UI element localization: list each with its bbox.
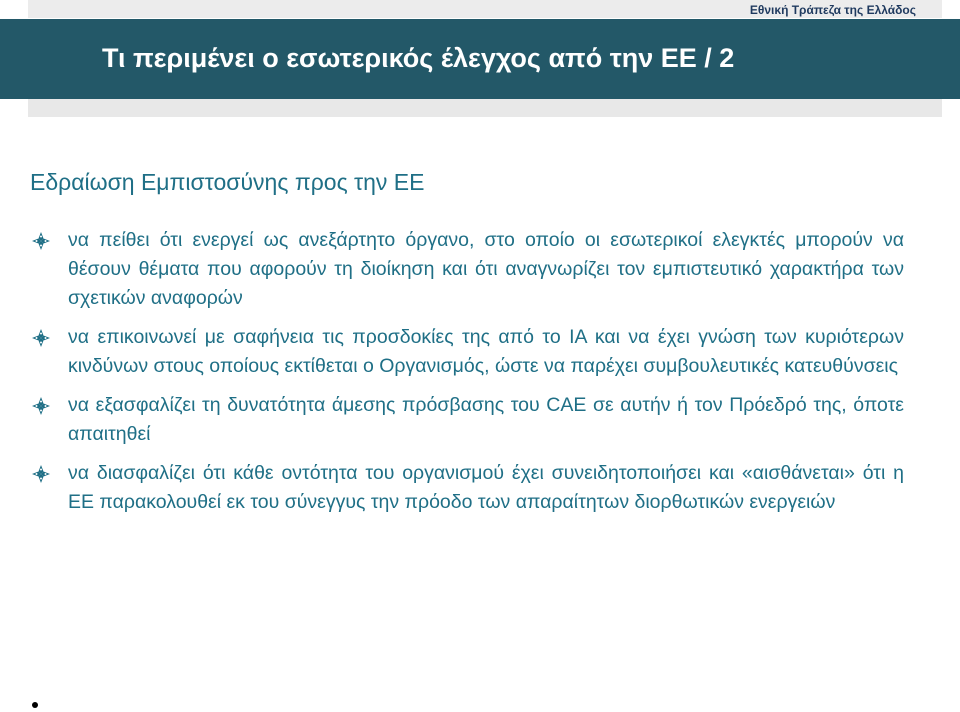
diamond-bullet-icon [31, 396, 51, 416]
organization-label: Εθνική Τράπεζα της Ελλάδος [749, 3, 916, 17]
diamond-bullet-icon [31, 464, 51, 484]
bullet-text: να εξασφαλίζει τη δυνατότητα άμεσης πρόσβασης του CAE σε αυτήν ή τον Πρόεδρό της, όποτε απαιτηθεί [68, 394, 904, 445]
diamond-bullet-icon [31, 231, 51, 251]
page-title: Τι περιμένει ο εσωτερικός έλεγχος από την ΕΕ / 2 [102, 43, 735, 73]
diamond-bullet-icon [31, 328, 51, 348]
title-shadow-band [28, 99, 942, 117]
bullet-text: να επικοινωνεί με σαφήνεια τις προσδοκίες της από το ΙΑ και να έχει γνώση των κυριότερων κινδύνων στους οποίους εκτίθεται ο Οργανισμός, ώστε να παρέχει συμβουλευτικές κατευθύνσεις [68, 326, 904, 377]
bullet-text: να πείθει ότι ενεργεί ως ανεξάρτητο όργανο, στο οποίο οι εσωτερικοί ελεγκτές μπορούν να θέσουν θέματα που αφορούν τη διοίκηση και ότι αναγνωρίζει τον εμπιστευτικό χαρακτήρα των σχετικών αναφορών [68, 229, 904, 309]
bullet-item [30, 323, 904, 381]
bullet-item [30, 459, 904, 517]
bullet-list [30, 226, 904, 527]
section-heading: Εδραίωση Εμπιστοσύνης προς την ΕΕ [30, 169, 425, 195]
empty-bullet-dot [32, 702, 38, 708]
bullet-item [30, 391, 904, 449]
bullet-item [30, 226, 904, 313]
bullet-text: να διασφαλίζει ότι κάθε οντότητα του οργανισμού έχει συνειδητοποιήσει και «αισθάνεται» ότι η ΕΕ παρακολουθεί εκ του σύνεγγυς την πρόοδο των απαραίτητων διορθωτικών ενεργειών [68, 462, 904, 513]
